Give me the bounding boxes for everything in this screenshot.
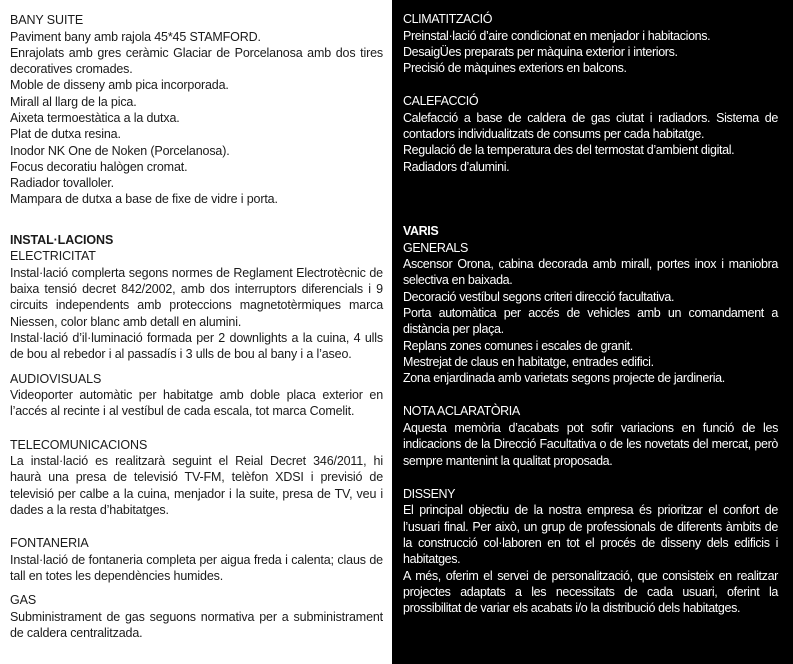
spec-line: A més, oferim el servei de personalització, que consisteix en realitzar projectes adaptats a les necessitats de cada usuari, oferint la prossibilitat de variar els acabats i/o la distribució dels habitatges. bbox=[403, 568, 778, 616]
spec-line: Instal·lació complerta segons normes de Reglament Electrotècnic de baixa tensió decret 842/2002, amb dos interruptors diferencials i 9 circuits independents amb proteccions magnetotèrmiques marca Niessen, color blanc amb detall en alumini. bbox=[10, 265, 383, 329]
spec-line: Enrajolats amb gres ceràmic Glaciar de Porcelanosa amb dos tires decoratives cromades. bbox=[10, 45, 383, 77]
subsection-title: AUDIOVISUALS bbox=[10, 371, 102, 386]
subsection-title: TELECOMUNICACIONS bbox=[10, 437, 148, 452]
section-title: NOTA ACLARATÒRIA bbox=[403, 404, 520, 419]
section-title: BANY SUITE bbox=[10, 13, 84, 27]
spec-line: Calefacció a base de caldera de gas ciutat i radiadors. Sistema de contadors individualitzats de consums per cada habitatge. bbox=[403, 110, 778, 142]
spec-line: Ascensor Orona, cabina decorada amb mirall, portes inox i maniobra selectiva en baixada. bbox=[403, 257, 778, 288]
spec-line: DesaigÜes preparats per màquina exterior i interiors. bbox=[403, 44, 678, 59]
section-installacions bbox=[10, 232, 383, 642]
spec-line: Precisió de màquines exteriors en balcons. bbox=[403, 61, 627, 76]
spec-line: Replans zones comunes i escales de granit. bbox=[403, 338, 633, 353]
spec-line: Regulació de la temperatura des del termostat d’ambient digital. bbox=[403, 143, 735, 158]
section-nota-aclaratoria bbox=[403, 403, 778, 468]
spec-line: Instal·lació de fontaneria completa per aigua freda i calenta; claus de tall en totes les dependències humides. bbox=[10, 552, 383, 584]
spec-line: Decoració vestíbul segons criteri direcció facultativa. bbox=[403, 289, 675, 304]
subsection-title: FONTANERIA bbox=[10, 536, 89, 551]
spec-line: Zona enjardinada amb varietats segons projecte de jardineria. bbox=[403, 371, 725, 386]
spec-line: Radiador tovalloler. bbox=[10, 176, 115, 191]
spec-line: Instal·lació d’il·luminació formada per 2 downlights a la cuina, 4 ulls de bou al rebedor i al passadís i 3 ulls de bou al bany i a l’aseo. bbox=[10, 330, 383, 362]
spec-line: Plat de dutxa resina. bbox=[10, 127, 121, 142]
spec-line: Porta automàtica per accés de vehicles amb un comandament a distància per plaça. bbox=[403, 305, 778, 337]
spec-line: Preinstal·lació d’aire condicionat en menjador i habitacions. bbox=[403, 28, 711, 43]
spec-line: Moble de disseny amb pica incorporada. bbox=[10, 78, 229, 93]
subsection-title: ELECTRICITAT bbox=[10, 249, 96, 264]
section-bany-suite bbox=[10, 12, 383, 208]
spec-line: Mampara de dutxa a base de fixe de vidre i porta. bbox=[10, 192, 278, 207]
spec-line: Paviment bany amb rajola 45*45 STAMFORD. bbox=[10, 29, 261, 44]
spec-line: El principal objectiu de la nostra empresa és prioritzar el confort de l’usuari final. Per això, un grup de professionals de diferents àmbits de la construcció col·laboren en tot el procés de disseny dels edificis i habitatges. bbox=[403, 503, 778, 567]
left-column bbox=[0, 0, 392, 664]
section-calefaccio bbox=[403, 93, 778, 175]
spec-line: Inodor NK One de Noken (Porcelanosa). bbox=[10, 143, 230, 158]
subsection-title: GENERALS bbox=[403, 240, 468, 255]
section-varis bbox=[403, 223, 778, 386]
spec-line: Mirall al llarg de la pica. bbox=[10, 94, 137, 109]
spec-line: Aquesta memòria d’acabats pot sofir variacions en funció de les indicacions de la Direcció Facultativa o de les novetats del mercat, però sempre mantenint la qualitat proposada. bbox=[403, 420, 778, 468]
spec-line: La instal·lació es realitzarà seguint el Reial Decret 346/2011, hi haurà una presa de televisió TV-FM, telèfon XDSI i previsió de televisió per calbe a la cuina, menjador i la suite, presa de TV, veu i dades a la resta d’habitatges. bbox=[10, 454, 383, 518]
spec-line: Radiadors d’alumini. bbox=[403, 159, 510, 174]
section-title: VARIS bbox=[403, 224, 439, 239]
spec-line: Mestrejat de claus en habitatge, entrades edifici. bbox=[403, 354, 654, 369]
spec-line: Aixeta termoestàtica a la dutxa. bbox=[10, 110, 180, 125]
subsection-title: GAS bbox=[10, 593, 37, 608]
section-disseny bbox=[403, 486, 778, 617]
section-title: DISSENY bbox=[403, 486, 456, 501]
section-climatitzacio bbox=[403, 11, 778, 76]
spec-line: Subministrament de gas seguons normativa per a subministrament de caldera centralitzada. bbox=[10, 609, 383, 641]
right-column bbox=[392, 0, 793, 664]
spec-line: Focus decoratiu halògen cromat. bbox=[10, 159, 188, 174]
section-title: CALEFACCIÓ bbox=[403, 94, 479, 109]
section-title: CLIMATITZACIÓ bbox=[403, 12, 493, 26]
spec-line: Videoporter automàtic per habitatge amb doble placa exterior en l’accés al recinte i al vestíbul de cada escala, tot marca Comelit. bbox=[10, 388, 383, 419]
section-title: INSTAL·LACIONS bbox=[10, 232, 114, 247]
